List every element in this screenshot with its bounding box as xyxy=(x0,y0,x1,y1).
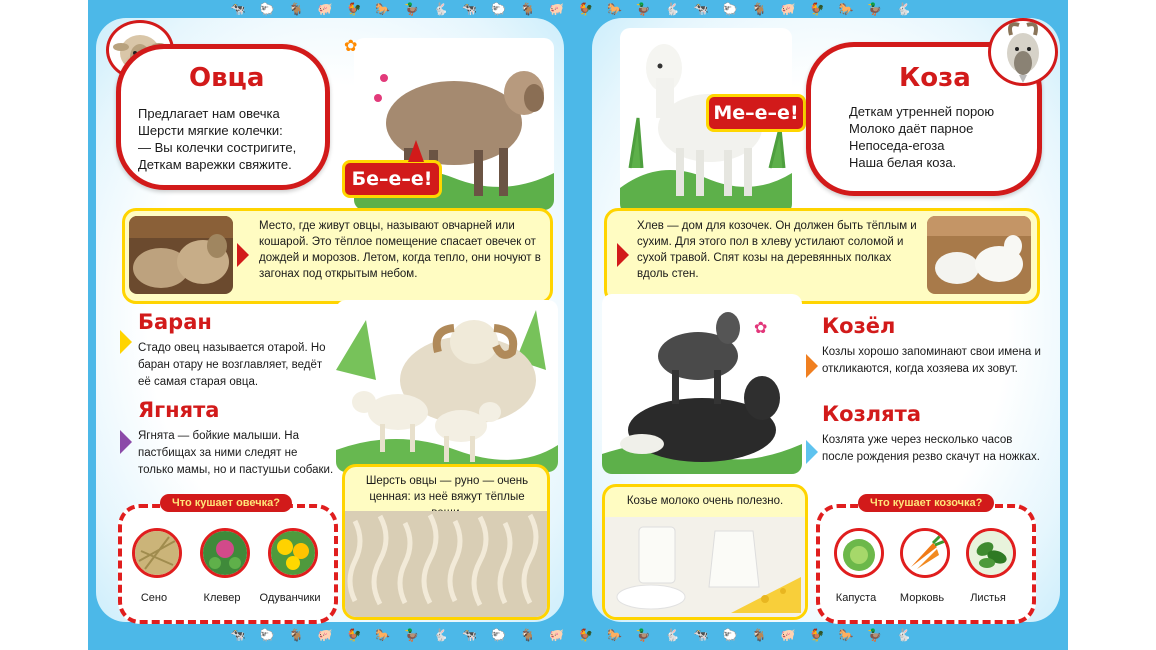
goat-kids-barn-photo xyxy=(927,216,1031,294)
book-spread xyxy=(88,0,1068,650)
ram-text: Стадо овец называется отарой. Но баран отару не возглавляет, ведёт её самая старая овца. xyxy=(138,342,326,388)
sheep-poem-cloud xyxy=(116,44,330,190)
sheep-poem xyxy=(138,105,323,173)
sheep-poem-line: — Вы колечки состригите, xyxy=(138,140,297,155)
goat-info-arrow xyxy=(617,243,629,267)
kids-title: Козлята xyxy=(822,402,922,426)
ram-title: Баран xyxy=(138,310,212,334)
food-label-cabbage: Капуста xyxy=(835,592,877,604)
food-label-hay: Сено xyxy=(140,592,168,604)
left-page xyxy=(96,18,564,622)
billy-text: Козлы хорошо запоминают свои имена и откликаются, когда хозяева их зовут. xyxy=(822,346,1041,375)
billy-goats-photo xyxy=(602,294,802,474)
leaves-icon xyxy=(966,528,1016,578)
sheep-info-arrow xyxy=(237,243,249,267)
goat-head-icon xyxy=(988,18,1058,86)
carrot-icon xyxy=(900,528,950,578)
goat-poem-line: Непоседа-егоза xyxy=(849,138,945,153)
butterfly-icon: ✿ xyxy=(344,38,358,55)
goat-food-title: Что кушает козочка? xyxy=(858,494,994,512)
sheep-info-text: Место, где живут овцы, называют овчарней или кошарой. Это тёплое помещение спасает овечек от дождей и морозов. Летом, когда тепло, они ночуют в загонах под открытым небом. xyxy=(259,220,541,280)
lambs-title: Ягнята xyxy=(138,398,220,422)
sheep-title: Овца xyxy=(189,63,265,93)
food-label-carrot: Морковь xyxy=(899,592,945,604)
ram-and-lambs-photo xyxy=(336,300,558,472)
wool-caption: Шерсть овцы — руно — очень ценная: из неё вяжут тёплые xyxy=(365,475,529,503)
goat-title: Коза xyxy=(899,63,971,93)
cabbage-icon xyxy=(834,528,884,578)
right-page xyxy=(592,18,1060,622)
kids-text: Козлята уже через несколько часов после рождения резво скачут на ножках. xyxy=(822,434,1040,463)
food-label-clover: Клевер xyxy=(203,592,241,604)
milk-box xyxy=(602,484,808,620)
goat-info-text: Хлев — дом для козочек. Он должен быть тёплым и сухим. Для этого пол в хлеву устилают соломой и сухой травой. Спят козы на деревянных полках вдоль стен. xyxy=(637,220,917,280)
food-label-dandelion: Одуванчики xyxy=(259,592,321,604)
wool-photo xyxy=(345,511,547,617)
goat-poem xyxy=(849,103,1034,171)
sheep-info-box xyxy=(122,208,553,304)
sheepfold-photo xyxy=(129,216,233,294)
lambs-arrow xyxy=(120,430,132,454)
goat-food-box xyxy=(816,497,1036,624)
sheep-food-title: Что кушает овечка? xyxy=(160,494,292,512)
billy-arrow xyxy=(806,354,818,378)
lambs-text: Ягнята — бойкие малыши. На пастбищах за ними следят не только мамы, но и пастушьи собаки. xyxy=(138,430,334,476)
milk-caption: Козье молоко очень полезно. xyxy=(626,495,784,507)
butterfly-icon: ✿ xyxy=(754,320,768,337)
hay-icon xyxy=(132,528,182,578)
clover-icon xyxy=(200,528,250,578)
milk-photo xyxy=(605,517,805,617)
animal-silhouettes-border-bottom: 🐄🐑🐐🐖🐓🐎🦆🐇🐄🐑🐐🐖🐓🐎🦆🐇🐄🐑🐐🐖🐓🐎🦆🐇 xyxy=(230,628,926,642)
goat-info-box xyxy=(604,208,1040,304)
sheep-sound-bubble: Бе–е–е! xyxy=(342,160,442,198)
sheep-poem-line: Шерсти мягкие колечки: xyxy=(138,123,283,138)
kids-arrow xyxy=(806,440,818,464)
wool-box xyxy=(342,464,550,620)
sheep-poem-line: Деткам варежки свяжите. xyxy=(138,157,292,172)
animal-silhouettes-border-top: 🐄🐑🐐🐖🐓🐎🦆🐇🐄🐑🐐🐖🐓🐎🦆🐇🐄🐑🐐🐖🐓🐎🦆🐇 xyxy=(230,2,926,16)
goat-poem-line: Деткам утренней порою xyxy=(849,104,995,119)
billy-title: Козёл xyxy=(822,314,896,338)
sheep-poem-line: Предлагает нам овечка xyxy=(138,106,280,121)
goat-sound-bubble: Ме–е–е! xyxy=(706,94,806,132)
dandelion-icon xyxy=(268,528,318,578)
goat-poem-line: Наша белая коза. xyxy=(849,155,957,170)
food-label-leaves: Листья xyxy=(970,592,1006,604)
goat-poem-line: Молоко даёт парное xyxy=(849,121,974,136)
sheep-sound-bubble-tail xyxy=(408,140,424,162)
sheep-food-box xyxy=(118,497,338,624)
ram-arrow xyxy=(120,330,132,354)
